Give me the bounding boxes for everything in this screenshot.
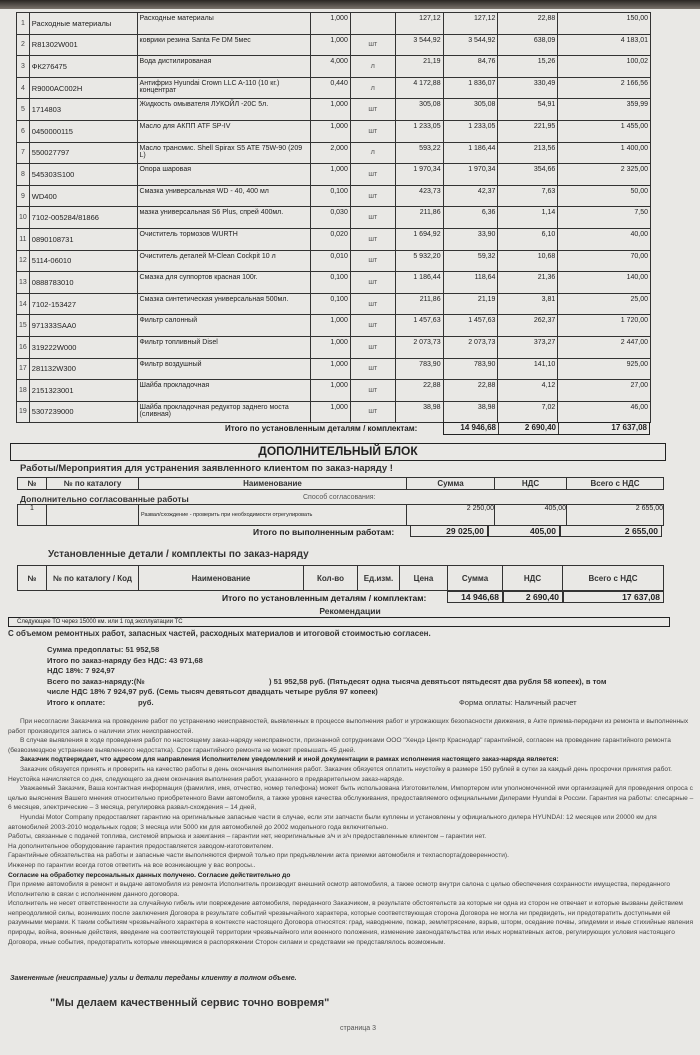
quantity: 1,000 bbox=[310, 358, 350, 380]
unit: шт bbox=[350, 315, 395, 337]
row-number: 18 bbox=[17, 380, 30, 402]
catalog-code: 7102-005284/81866 bbox=[29, 207, 137, 229]
summary bbox=[47, 645, 687, 708]
works-title: Работы/Мероприятия для устранения заявленного клиентом по заказ-наряду ! bbox=[20, 463, 393, 474]
total: 40,00 bbox=[558, 228, 651, 250]
price: 3 544,92 bbox=[395, 34, 443, 56]
table-row bbox=[17, 228, 651, 250]
quantity: 1,000 bbox=[310, 34, 350, 56]
installed-totals-vat: 2 690,40 bbox=[503, 591, 563, 603]
quantity: 4,000 bbox=[310, 56, 350, 78]
quantity: 1,000 bbox=[310, 336, 350, 358]
catalog-code: 5114-06010 bbox=[29, 250, 137, 272]
terms-paragraph: На дополнительное оборудование гарантия предоставляется заводом-изготовителем. bbox=[8, 842, 274, 850]
vat: 15,26 bbox=[498, 56, 558, 78]
total: 925,00 bbox=[558, 358, 651, 380]
part-name: Смазка универсальная WD - 40, 400 мл bbox=[137, 185, 310, 207]
table-row bbox=[17, 56, 651, 78]
row-number: 6 bbox=[17, 120, 30, 142]
total: 4 183,01 bbox=[558, 34, 651, 56]
catalog-code: 7102-153427 bbox=[29, 293, 137, 315]
unit: шт bbox=[350, 185, 395, 207]
prepayment: Сумма предоплаты: 51 952,58 bbox=[47, 645, 160, 654]
col-n: № bbox=[18, 566, 47, 591]
recommendations-title: Рекомендации bbox=[319, 606, 381, 616]
col-total: Всего с НДС bbox=[563, 566, 664, 591]
price: 593,22 bbox=[395, 142, 443, 164]
part-name: Шайба прокладочная bbox=[137, 380, 310, 402]
installed-totals-total: 17 637,08 bbox=[563, 591, 664, 603]
total: 27,00 bbox=[558, 380, 651, 402]
row-number: 12 bbox=[17, 250, 30, 272]
part-name: Фильтр воздушный bbox=[137, 358, 310, 380]
quantity: 1,000 bbox=[310, 120, 350, 142]
quantity: 1,000 bbox=[310, 315, 350, 337]
vat: 141,10 bbox=[498, 358, 558, 380]
catalog-code: R81302W001 bbox=[29, 34, 137, 56]
price: 4 172,88 bbox=[395, 77, 443, 99]
unit: шт bbox=[350, 358, 395, 380]
vat: 3,81 bbox=[498, 293, 558, 315]
part-name: Фильтр салонный bbox=[137, 315, 310, 337]
unit: шт bbox=[350, 120, 395, 142]
catalog-code: 281132W300 bbox=[29, 358, 137, 380]
work-sum: 2 250,00 bbox=[407, 505, 495, 526]
quantity: 0,100 bbox=[310, 185, 350, 207]
parts-table bbox=[16, 12, 651, 423]
unit: шт bbox=[350, 272, 395, 294]
col-vat: НДС bbox=[503, 566, 563, 591]
quantity: 0,030 bbox=[310, 207, 350, 229]
table-row bbox=[17, 250, 651, 272]
to-pay-unit: руб. bbox=[138, 697, 154, 707]
quantity: 0,100 bbox=[310, 272, 350, 294]
col-price: Цена bbox=[400, 566, 448, 591]
total: 150,00 bbox=[558, 13, 651, 35]
sum: 1 457,63 bbox=[443, 315, 498, 337]
terms-paragraph: Уважаемый Заказчик, Ваша контактная информация (фамилия, имя, отчество, номер телефона) может быть использована Изготовителем, Импортером или уполномоченной ими организацией для проведения опроса с целью выяснения Вашего мнения относительно приобретенного Вами автомобиля, а также уровня качества обслуживания, предоставляемого официальными Дилерами Hyundai в России. Гарантия на работы: слесарные – 6 месяцев, электрические – 3 месяца, регулировка развал-схождения – 14 дней, bbox=[8, 785, 694, 812]
table-row bbox=[17, 207, 651, 229]
price: 5 932,20 bbox=[395, 250, 443, 272]
col-name: Наименование bbox=[139, 478, 407, 490]
catalog-code: 1714803 bbox=[29, 99, 137, 121]
total: 1 455,00 bbox=[558, 120, 651, 142]
row-number: 13 bbox=[17, 272, 30, 294]
part-name: Вода дистилированая bbox=[137, 56, 310, 78]
price: 1 186,44 bbox=[395, 272, 443, 294]
part-name: Антифриз Hyundai Crown LLC A-110 (10 кг.) концентрат bbox=[137, 77, 310, 99]
col-n: № bbox=[18, 478, 47, 490]
work-name: Развал/схождение - проверить при необходимости отрегулировать bbox=[139, 505, 407, 526]
sum: 22,88 bbox=[443, 380, 498, 402]
quantity: 0,100 bbox=[310, 293, 350, 315]
sum: 1 970,34 bbox=[443, 164, 498, 186]
catalog-code: R9000AC002H bbox=[29, 77, 137, 99]
table-row bbox=[17, 77, 651, 99]
vat: 6,10 bbox=[498, 228, 558, 250]
quantity: 0,440 bbox=[310, 77, 350, 99]
total: 2 447,00 bbox=[558, 336, 651, 358]
col-catalog: № по каталогу bbox=[47, 478, 139, 490]
page-number: страница 3 bbox=[340, 1025, 377, 1032]
parts-totals bbox=[443, 422, 650, 435]
approval-label: Способ согласования: bbox=[303, 494, 376, 501]
parts-totals-vat: 2 690,40 bbox=[499, 423, 559, 434]
sum: 1 233,05 bbox=[443, 120, 498, 142]
part-name: Очиститель тормозов WURTH bbox=[137, 228, 310, 250]
catalog-code: Расходные материалы bbox=[29, 13, 137, 35]
works-totals-vat: 405,00 bbox=[488, 525, 560, 537]
price: 22,88 bbox=[395, 380, 443, 402]
row-number: 3 bbox=[17, 56, 30, 78]
row-number: 19 bbox=[17, 401, 30, 423]
part-name: Жидкость омывателя ЛУКОЙЛ -20С 5л. bbox=[137, 99, 310, 121]
slogan: "Мы делаем качественный сервис точно вовремя" bbox=[50, 997, 330, 1009]
quantity: 2,000 bbox=[310, 142, 350, 164]
vat: 354,66 bbox=[498, 164, 558, 186]
catalog-code: 971333SAA0 bbox=[29, 315, 137, 337]
installed-header bbox=[17, 565, 664, 591]
payment-form: Форма оплаты: Наличный расчет bbox=[459, 697, 577, 707]
vat: 21,36 bbox=[498, 272, 558, 294]
vat: 373,27 bbox=[498, 336, 558, 358]
unit bbox=[350, 13, 395, 35]
to-pay-label: Итого к оплате: bbox=[47, 697, 106, 707]
price: 1 694,92 bbox=[395, 228, 443, 250]
unit: шт bbox=[350, 401, 395, 423]
table-row bbox=[17, 315, 651, 337]
total: 140,00 bbox=[558, 272, 651, 294]
catalog-code: WD400 bbox=[29, 185, 137, 207]
total: 70,00 bbox=[558, 250, 651, 272]
table-row bbox=[17, 120, 651, 142]
vat: 54,91 bbox=[498, 99, 558, 121]
col-qty: Кол-во bbox=[304, 566, 358, 591]
table-row bbox=[17, 34, 651, 56]
total: 25,00 bbox=[558, 293, 651, 315]
table-row bbox=[17, 336, 651, 358]
row-number: 7 bbox=[17, 142, 30, 164]
additional-block-title: ДОПОЛНИТЕЛЬНЫЙ БЛОК bbox=[10, 443, 666, 461]
work-vat: 405,00 bbox=[495, 505, 567, 526]
unit: шт bbox=[350, 228, 395, 250]
col-sum: Сумма bbox=[448, 566, 503, 591]
unit: шт bbox=[350, 99, 395, 121]
total: 7,50 bbox=[558, 207, 651, 229]
price: 127,12 bbox=[395, 13, 443, 35]
unit: шт bbox=[350, 250, 395, 272]
table-row bbox=[17, 401, 651, 423]
total: 50,00 bbox=[558, 185, 651, 207]
sum: 42,37 bbox=[443, 185, 498, 207]
sum: 1 836,07 bbox=[443, 77, 498, 99]
col-total: Всего с НДС bbox=[567, 478, 664, 490]
installed-totals bbox=[447, 591, 664, 603]
works-totals-total: 2 655,00 bbox=[560, 525, 662, 537]
sum: 783,90 bbox=[443, 358, 498, 380]
agreement-text: С объемом ремонтных работ, запасных частей, расходных материалов и итоговой стоимостью согласен. bbox=[8, 629, 431, 638]
unit: шт bbox=[350, 336, 395, 358]
total-text-2: числе НДС 18% 7 924,97 руб. (Семь тысяч девятьсот двадцать четыре рубля 97 копеек) bbox=[47, 687, 378, 696]
row-number: 2 bbox=[17, 34, 30, 56]
parts-totals-sum: 14 946,68 bbox=[444, 423, 499, 434]
sum: 6,36 bbox=[443, 207, 498, 229]
part-name: Масло для АКПП ATF SP-IV bbox=[137, 120, 310, 142]
price: 2 073,73 bbox=[395, 336, 443, 358]
vat: 4,12 bbox=[498, 380, 558, 402]
sum: 84,76 bbox=[443, 56, 498, 78]
catalog-code: ФК276475 bbox=[29, 56, 137, 78]
price: 1 233,05 bbox=[395, 120, 443, 142]
quantity: 1,000 bbox=[310, 13, 350, 35]
unit: шт bbox=[350, 34, 395, 56]
catalog-code: 0450000115 bbox=[29, 120, 137, 142]
terms-paragraph: В случае выявления в ходе проведения работ по настоящему заказ-наряду неисправности, признанной сотрудниками ООО "Хендэ Центр Краснодар" гарантийной, согласен на проведение гарантийного ремонта (безвозмездное устранение выявленного недостатка). Срок гарантийного ремонта не может превышать 45 дней. bbox=[8, 737, 671, 754]
installed-totals-label: Итого по установленным деталям / комплектам: bbox=[222, 593, 427, 603]
part-name: Фильтр топливный Disel bbox=[137, 336, 310, 358]
vat: 1,14 bbox=[498, 207, 558, 229]
unit: шт bbox=[350, 207, 395, 229]
parts-totals-label: Итого по установленным деталям / комплектам: bbox=[225, 424, 418, 433]
vat: 7,02 bbox=[498, 401, 558, 423]
catalog-code: 0890108731 bbox=[29, 228, 137, 250]
work-n: 1 bbox=[18, 505, 47, 526]
terms-paragraph: Гарантийные обязательства на работы и запасные части выполняются фирмой только при предъявлении акта приемки автомобиля и техпаспорта(доверенности). bbox=[8, 852, 509, 860]
quantity: 1,000 bbox=[310, 99, 350, 121]
sum: 59,32 bbox=[443, 250, 498, 272]
sum: 38,98 bbox=[443, 401, 498, 423]
part-name: коврики резина Santa Fe DM 5мес bbox=[137, 34, 310, 56]
table-row bbox=[17, 272, 651, 294]
row-number: 14 bbox=[17, 293, 30, 315]
total: 1 400,00 bbox=[558, 142, 651, 164]
closing-note: Замененные (неисправные) узлы и детали переданы клиенту в полном объеме. bbox=[10, 975, 297, 982]
part-name: Смазка синтетическая универсальная 500мл. bbox=[137, 293, 310, 315]
works-header bbox=[17, 477, 664, 490]
price: 423,73 bbox=[395, 185, 443, 207]
table-row bbox=[17, 185, 651, 207]
row-number: 8 bbox=[17, 164, 30, 186]
total: 46,00 bbox=[558, 401, 651, 423]
col-name: Наименование bbox=[139, 566, 304, 591]
total: 100,02 bbox=[558, 56, 651, 78]
vat: 10,68 bbox=[498, 250, 558, 272]
price: 305,08 bbox=[395, 99, 443, 121]
quantity: 1,000 bbox=[310, 164, 350, 186]
unit: л bbox=[350, 77, 395, 99]
table-row bbox=[17, 358, 651, 380]
sum: 2 073,73 bbox=[443, 336, 498, 358]
vat: 221,95 bbox=[498, 120, 558, 142]
terms-paragraph: Работы, связанные с подачей топлива, системой впрыска и зажигания – гарантии нет, неоригинальные з/ч и з/ч предоставленные клиентом – гарантии нет. bbox=[8, 833, 487, 841]
works-group-label: Дополнительно согласованные работы bbox=[20, 494, 189, 504]
sum: 118,64 bbox=[443, 272, 498, 294]
terms-paragraph: Инженер по гарантии всегда готов ответить на все возникающие у вас вопросы.. bbox=[8, 861, 256, 869]
works-totals-sum: 29 025,00 bbox=[410, 525, 488, 537]
unit: шт bbox=[350, 164, 395, 186]
unit: л bbox=[350, 142, 395, 164]
catalog-code: 550027797 bbox=[29, 142, 137, 164]
part-name: Очиститель деталей M-Clean Cockpit 10 л bbox=[137, 250, 310, 272]
terms-paragraph: При несогласии Заказчика на проведение работ по устранению неисправностей, выявленных в процессе выполнения работ и угрожающих безопасности движения, в Акте приема-передачи из ремонта и выполненных работ производится запись о наличии этих неисправностей. bbox=[8, 718, 689, 735]
row-number: 16 bbox=[17, 336, 30, 358]
table-row bbox=[17, 13, 651, 35]
vat: 7,63 bbox=[498, 185, 558, 207]
total: 359,99 bbox=[558, 99, 651, 121]
vat: 330,49 bbox=[498, 77, 558, 99]
work-total: 2 655,00 bbox=[567, 505, 664, 526]
sum: 3 544,92 bbox=[443, 34, 498, 56]
unit: шт bbox=[350, 293, 395, 315]
terms-paragraph: При приеме автомобиля в ремонт и выдаче автомобиля из ремонта Исполнитель производит внешний осмотр автомобиля, а также осмотр внутри салона с целью обеспечения сохранности имущества, переданного Исполнителю в связи с исполнением данного договора. bbox=[8, 881, 671, 898]
part-name: Масло трансмис. Shell Spirax S5 ATE 75W-90 (209 L) bbox=[137, 142, 310, 164]
part-name: Смазка для суппортов красная 100г. bbox=[137, 272, 310, 294]
row-number: 11 bbox=[17, 228, 30, 250]
part-name: Опора шаровая bbox=[137, 164, 310, 186]
photo-background-edge bbox=[0, 0, 700, 9]
row-number: 17 bbox=[17, 358, 30, 380]
table-row bbox=[17, 142, 651, 164]
row-number: 4 bbox=[17, 77, 30, 99]
quantity: 0,010 bbox=[310, 250, 350, 272]
col-catalog: № по каталогу / Код bbox=[47, 566, 139, 591]
catalog-code: 545303S100 bbox=[29, 164, 137, 186]
quantity: 1,000 bbox=[310, 380, 350, 402]
price: 211,86 bbox=[395, 207, 443, 229]
terms-paragraph: Согласие на обработку персональных данных получено. Согласие действительно до bbox=[8, 871, 291, 879]
total: 2 166,56 bbox=[558, 77, 651, 99]
price: 783,90 bbox=[395, 358, 443, 380]
catalog-code: 5307239000 bbox=[29, 401, 137, 423]
table-row bbox=[17, 380, 651, 402]
sum: 21,19 bbox=[443, 293, 498, 315]
table-row bbox=[17, 99, 651, 121]
price: 21,19 bbox=[395, 56, 443, 78]
row-number: 1 bbox=[17, 13, 30, 35]
row-number: 10 bbox=[17, 207, 30, 229]
vat: 22,88 bbox=[498, 13, 558, 35]
installed-title: Установленные детали / комплекты по заказ-наряду bbox=[48, 549, 309, 560]
sum: 305,08 bbox=[443, 99, 498, 121]
row-number: 9 bbox=[17, 185, 30, 207]
catalog-code: 2151323001 bbox=[29, 380, 137, 402]
total-label: Всего по заказ-наряду:(№ bbox=[47, 676, 145, 686]
terms-paragraph: Исполнитель не несет ответственности за случайную гибель или повреждение автомобиля, переданного Заказчиком, в результате обстоятельств за которые ни одна из сторон не отвечает и которые вызваны действием непреодолимой силы, возникших после заключения Договора в результате событий чрезвычайного характера, которые соответствующая сторона Договора не могла ни предвидеть, ни предотвратить доступными ей разумными мерами. К таким событиям чрезвычайного характера в контексте настоящего Договора относятся: град, наводнение, пожар, землетрясение, взрыв, шторм, оседание почвы, эпидемии и иные стихийные явления природы, война, военные действия, введение на соответствующей территории чрезвычайного или военного положения, изменение законодательства или иных нормативных актов, регулирующих условия настоящего Договора, иные события, предотвратить которые имеющимися в распоряжении Сторон силами и средствами не представлялось возможным. bbox=[8, 900, 694, 946]
vat: 638,09 bbox=[498, 34, 558, 56]
terms-paragraph: Hyundai Motor Company предоставляет гарантию на оригинальные запасные части в случае, если эти запчасти были куплены и установлены у официального дилера HYUNDAI: 12 месяцев или 20000 км для автомобилей 2003-2010 модельных годов; 3 месяца или 5000 км для автомобилей до 2002 модельного года включительно. bbox=[8, 813, 657, 831]
row-number: 15 bbox=[17, 315, 30, 337]
catalog-code: 0888783010 bbox=[29, 272, 137, 294]
price: 38,98 bbox=[395, 401, 443, 423]
part-name: Шайба прокладочная редуктор заднего моста (сливная) bbox=[137, 401, 310, 423]
part-name: Расходные материалы bbox=[137, 13, 310, 35]
col-unit: Ед.изм. bbox=[358, 566, 400, 591]
works-totals bbox=[410, 525, 662, 537]
unit: шт bbox=[350, 380, 395, 402]
sum: 33,90 bbox=[443, 228, 498, 250]
part-name: мазка универсальная S6 Plus, спрей 400мл. bbox=[137, 207, 310, 229]
vat: 213,56 bbox=[498, 142, 558, 164]
vat: 262,37 bbox=[498, 315, 558, 337]
installed-totals-sum: 14 946,68 bbox=[447, 591, 503, 603]
total: 2 325,00 bbox=[558, 164, 651, 186]
quantity: 0,020 bbox=[310, 228, 350, 250]
table-row bbox=[17, 164, 651, 186]
unit: л bbox=[350, 56, 395, 78]
works-totals-label: Итого по выполненным работам: bbox=[253, 527, 395, 537]
quantity: 1,000 bbox=[310, 401, 350, 423]
terms-paragraph: Заказчик подтверждает, что адресом для направления Исполнителем уведомлений и иной документации в рамках исполнения настоящего заказ-наряда является: bbox=[20, 756, 559, 764]
recommendations-text: Следующее ТО через 15000 км. или 1 год эксплуатации ТС bbox=[8, 617, 670, 627]
total-without-vat: Итого по заказ-наряду без НДС: 43 971,68 bbox=[47, 655, 203, 665]
col-sum: Сумма bbox=[407, 478, 495, 490]
sum: 127,12 bbox=[443, 13, 498, 35]
parts-totals-total: 17 637,08 bbox=[611, 423, 647, 432]
terms-paragraph: Заказчик обязуется принять и проверить на качество работы в день окончания выполнения работ. Заказчик обязуется оплатить неустойку в размере 150 рублей в сутки за каждый день просрочки принятия работ. Неустойка начисляется со дня, следующего за днем окончания выполнения работ, указанного в предварительном заказ-наряде. bbox=[8, 765, 673, 783]
col-vat: НДС bbox=[495, 478, 567, 490]
terms-text bbox=[8, 717, 698, 947]
catalog-code: 319222W000 bbox=[29, 336, 137, 358]
vat-amount: НДС 18%: 7 924,97 bbox=[47, 666, 115, 675]
price: 211,86 bbox=[395, 293, 443, 315]
works-row bbox=[17, 504, 664, 526]
price: 1 457,63 bbox=[395, 315, 443, 337]
total-text: ) 51 952,58 руб. (Пятьдесят одна тысяча девятьсот пятьдесят два рубля 58 копеек), в том bbox=[269, 676, 607, 686]
row-number: 5 bbox=[17, 99, 30, 121]
sum: 1 186,44 bbox=[443, 142, 498, 164]
work-catalog bbox=[47, 505, 139, 526]
total: 1 720,00 bbox=[558, 315, 651, 337]
table-row bbox=[17, 293, 651, 315]
price: 1 970,34 bbox=[395, 164, 443, 186]
